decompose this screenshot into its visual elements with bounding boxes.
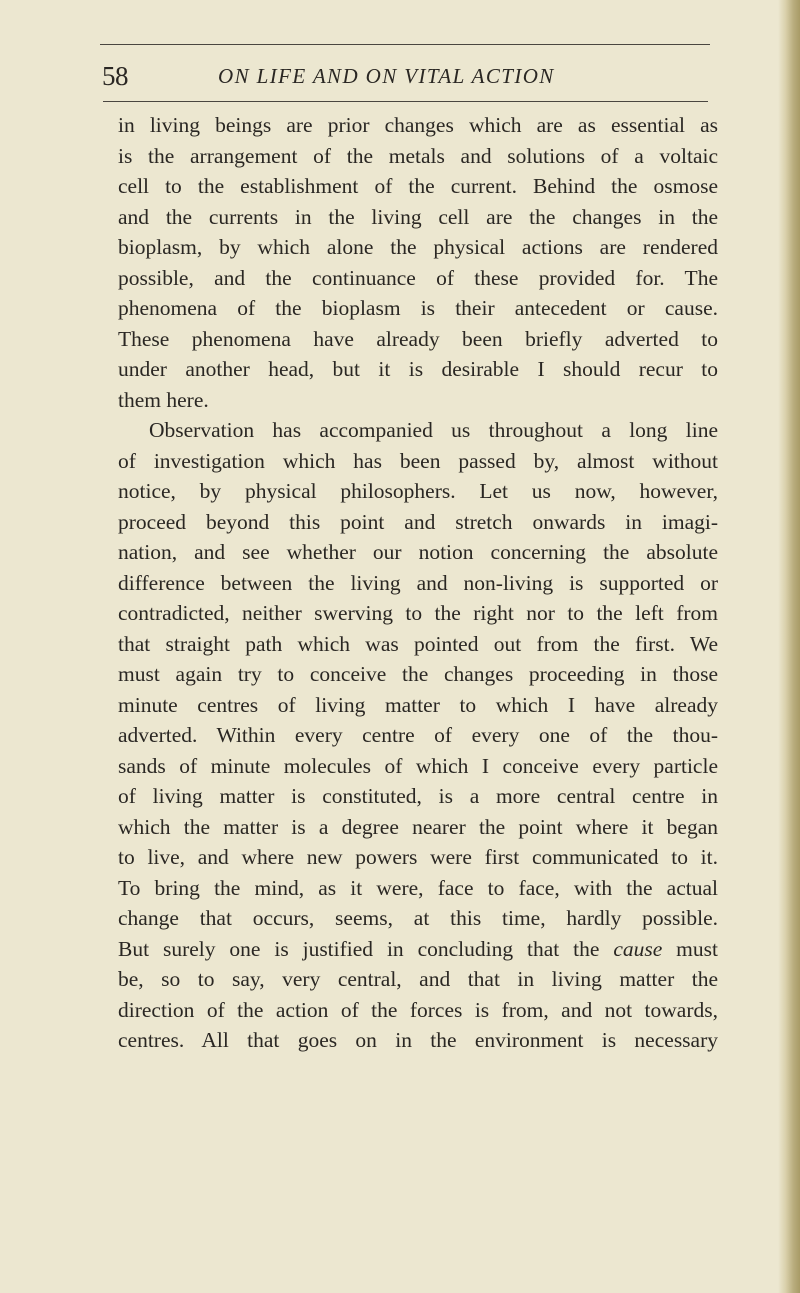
text-line: notice, by physical philosophers. Let us now, however, — [118, 479, 718, 503]
text-line: is the arrangement of the metals and solutions of a voltaic — [118, 143, 718, 168]
running-head — [102, 58, 712, 94]
text-line: them here. — [118, 387, 209, 412]
text-line: to live, and where new powers were first communicated to it. — [118, 845, 718, 869]
page-number: 58 — [102, 61, 128, 91]
text-line: of investigation which has been passed by, almost without — [118, 448, 718, 473]
text-line: phenomena of the bioplasm is their antecedent or cause. — [118, 296, 718, 320]
header-rule-top — [100, 44, 710, 45]
text-line: Observation has accompanied us throughout a long line — [149, 418, 718, 442]
text-line: nation, and see whether our notion concerning the absolute — [118, 540, 718, 564]
line-text: But surely one is justified in concluding that the — [118, 936, 600, 961]
text-line: must again try to conceive the changes proceeding in those — [118, 662, 718, 686]
header-rule-bottom — [103, 101, 708, 102]
text-line: under another head, but it is desirable I should recur to — [118, 357, 718, 381]
text-line: centres. All that goes on in the environment is necessary — [118, 1028, 718, 1052]
text-line: and the currents in the living cell are the changes in the — [118, 204, 718, 229]
text-line: proceed beyond this point and stretch onwards in imagi- — [118, 509, 718, 534]
text-line-with-italic — [118, 934, 718, 965]
text-line: direction of the action of the forces is from, and not towards, — [118, 997, 718, 1022]
text-line: cell to the establishment of the current. Behind the osmose — [118, 174, 718, 198]
text-line: that straight path which was pointed out from the first. We — [118, 631, 718, 656]
text-line: in living beings are prior changes which are as essential as — [118, 113, 718, 137]
text-line: sands of minute molecules of which I conceive every particle — [118, 753, 718, 778]
body-text — [118, 110, 718, 1056]
text-line: of living matter is constituted, is a more central centre in — [118, 784, 718, 808]
text-line: which the matter is a degree nearer the point where it began — [118, 814, 718, 839]
text-line: adverted. Within every centre of every one of the thou- — [118, 723, 718, 747]
text-line: bioplasm, by which alone the physical actions are rendered — [118, 235, 718, 259]
italic-word: cause — [613, 936, 663, 961]
text-line: be, so to say, very central, and that in living matter the — [118, 967, 718, 991]
text-line: difference between the living and non-living is supported or — [118, 570, 718, 595]
text-line: contradicted, neither swerving to the right nor to the left from — [118, 601, 718, 625]
text-line: These phenomena have already been briefly adverted to — [118, 326, 718, 351]
text-line: minute centres of living matter to which I have already — [118, 692, 718, 717]
text-line: change that occurs, seems, at this time, hardly possible. — [118, 906, 718, 930]
running-title: ON LIFE AND ON VITAL ACTION — [218, 64, 555, 88]
line-text-tail: must — [662, 936, 718, 961]
text-line: To bring the mind, as it were, face to face, with the actual — [118, 875, 718, 900]
page-edge-shadow — [778, 0, 800, 1293]
text-line: possible, and the continuance of these provided for. The — [118, 265, 718, 290]
